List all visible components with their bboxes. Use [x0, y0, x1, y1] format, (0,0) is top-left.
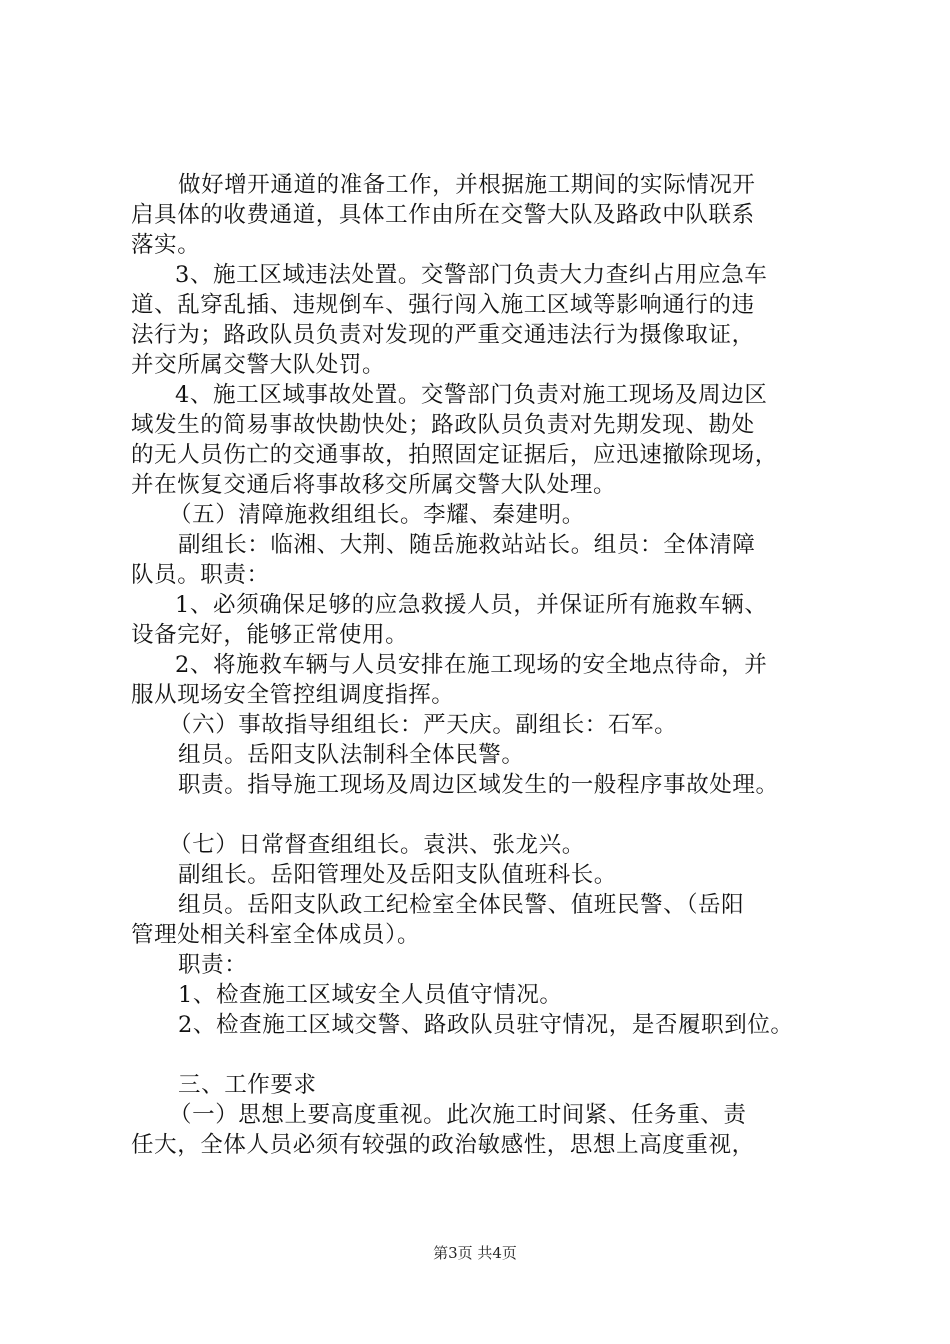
text-line: 并交所属交警大队处罚。: [131, 352, 386, 378]
text-line: 道、乱穿乱插、违规倒车、强行闯入施工区域等影响通行的违: [131, 292, 755, 318]
document-body: [131, 170, 851, 1160]
text-line: 2、检查施工区域交警、路政队员驻守情况，是否履职到位。: [178, 1012, 794, 1038]
text-line: （六）事故指导组组长：严天庆。副组长：石军。: [169, 712, 678, 738]
text-line: 做好增开通道的准备工作，并根据施工期间的实际情况开: [178, 172, 756, 198]
page-number-footer: 第3页 共4页: [433, 1244, 517, 1262]
text-line: 1、检查施工区域安全人员值守情况。: [178, 982, 563, 1008]
text-line: 服从现场安全管控组调度指挥。: [131, 682, 455, 708]
text-line: 副组长：临湘、大荆、随岳施救站站长。组员：全体清障: [178, 532, 756, 558]
text-line: 启具体的收费通道，具体工作由所在交警大队及路政中队联系: [131, 202, 755, 228]
text-line: 设备完好，能够正常使用。: [131, 622, 409, 648]
text-line: （五）清障施救组组长。李耀、秦建明。: [169, 502, 585, 528]
text-line: 落实。: [131, 232, 201, 258]
text-line: 队员。职责：: [131, 562, 270, 588]
text-line: 职责：: [178, 952, 248, 978]
text-line: 管理处相关科室全体成员）。: [131, 922, 421, 948]
blank-line: [131, 800, 851, 830]
text-line: （一）思想上要高度重视。此次施工时间紧、任务重、责: [169, 1102, 747, 1128]
text-line: 副组长。岳阳管理处及岳阳支队值班科长。: [178, 862, 617, 888]
text-line: 任大，全体人员必须有较强的政治敏感性，思想上高度重视，: [131, 1132, 755, 1158]
text-line: 组员。岳阳支队法制科全体民警。: [178, 742, 525, 768]
blank-line: [131, 1040, 851, 1070]
text-line: 2、将施救车辆与人员安排在施工现场的安全地点待命，并: [175, 652, 768, 678]
section-heading: 三、工作要求: [178, 1072, 317, 1098]
text-line: 3、施工区域违法处置。交警部门负责大力查纠占用应急车: [175, 262, 768, 288]
text-line: 组员。岳阳支队政工纪检室全体民警、值班民警、（岳阳: [178, 892, 745, 918]
text-line: 法行为；路政队员负责对发现的严重交通违法行为摄像取证，: [131, 322, 755, 348]
text-line: 域发生的简易事故快勘快处；路政队员负责对先期发现、勘处: [131, 412, 755, 438]
text-line: 并在恢复交通后将事故移交所属交警大队处理。: [131, 472, 617, 498]
text-line: 4、施工区域事故处置。交警部门负责对施工现场及周边区: [175, 382, 768, 408]
text-line: （七）日常督查组组长。袁洪、张龙兴。: [169, 832, 585, 858]
text-line: 职责。指导施工现场及周边区域发生的一般程序事故处理。: [178, 772, 779, 798]
text-line: 1、必须确保足够的应急救援人员，并保证所有施救车辆、: [175, 592, 768, 618]
text-line: 的无人员伤亡的交通事故，拍照固定证据后，应迅速撤除现场，: [131, 442, 778, 468]
